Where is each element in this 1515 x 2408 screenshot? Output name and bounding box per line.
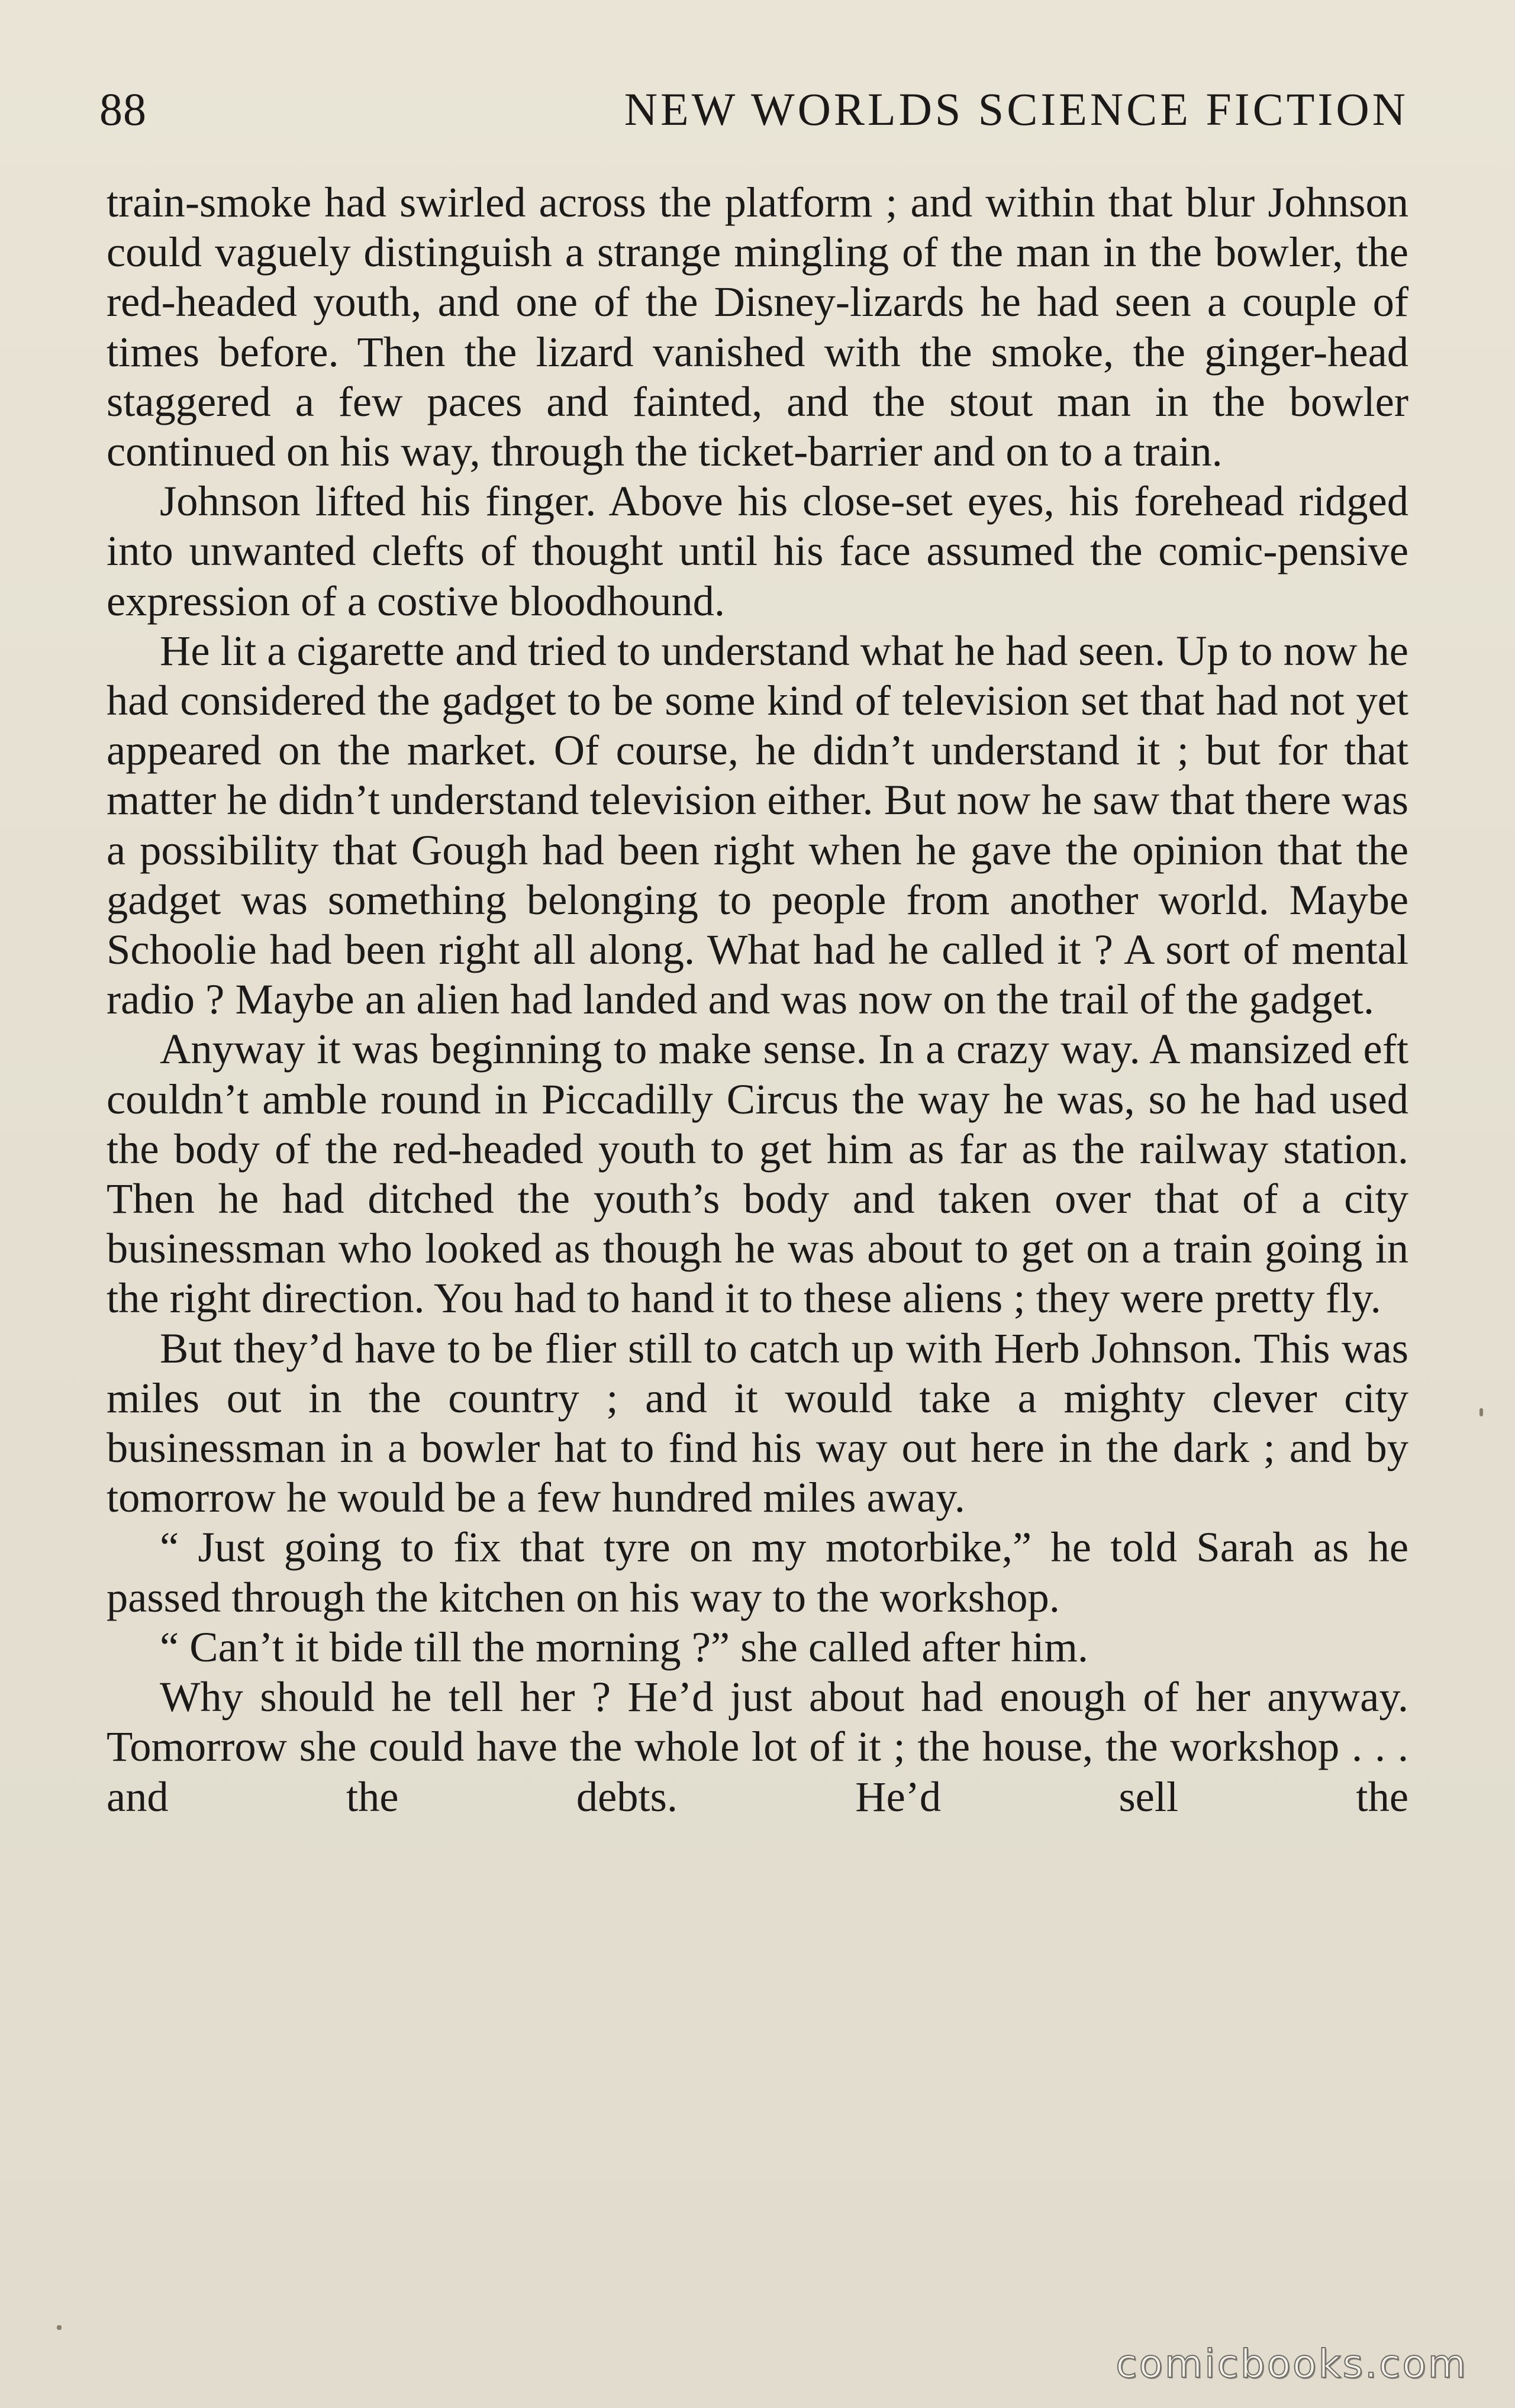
paragraph: train-smoke had swirled across the platform ; and within that blur Johnson could vaguely distinguish a strange mingling of the man in the bowler, the red-headed youth, and one of the Disney-lizards he had seen a couple of times before. Then the lizard vanished with the smoke, the ginger-head staggered a few paces and fainted, and the stout man in the bowler continued on his way, through the ticket-barrier and on to a train.: [107, 178, 1408, 476]
paragraph: “ Just going to fix that tyre on my motorbike,” he told Sarah as he passed through the kitchen on his way to the workshop.: [107, 1523, 1408, 1621]
paper-speck: [57, 2325, 62, 2330]
page-number: 88: [99, 83, 147, 135]
paragraph: Johnson lifted his finger. Above his close-set eyes, his forehead ridged into unwanted clefts of thought until his face assumed the comic-pensive expression of a costive bloodhound.: [107, 477, 1408, 625]
paragraph: But they’d have to be flier still to catch up with Herb Johnson. This was miles out in the country ; and it would take a mighty clever city businessman in a bowler hat to find his way out here in the dark ; and by tomorrow he would be a few hundred miles away.: [107, 1324, 1408, 1522]
paragraph: He lit a cigarette and tried to understand what he had seen. Up to now he had considered the gadget to be some kind of television set that had not yet appeared on the market. Of course, he didn’t understand it ; but for that matter he didn’t understand television either. But now he saw that there was a possibility that Gough had been right when he gave the opinion that the gadget was something belonging to people from another world. Maybe Schoolie had been right all along. What had he called it ? A sort of mental radio ? Maybe an alien had landed and was now on the trail of the gadget.: [107, 626, 1408, 1024]
paragraph: Anyway it was beginning to make sense. In a crazy way. A mansized eft couldn’t amble round in Piccadilly Circus the way he was, so he had used the body of the red-headed youth to get him as far as the railway station. Then he had ditched the youth’s body and taken over that of a city businessman who looked as though he was about to get on a train going in the right direction. You had to hand it to these aliens ; they were pretty fly.: [107, 1025, 1408, 1322]
story-text: [107, 177, 1408, 1822]
running-head: NEW WORLDS SCIENCE FICTION: [624, 83, 1408, 135]
paragraph: Why should he tell her ? He’d just about had enough of her anyway. Tomorrow she could have the whole lot of it ; the house, the workshop . . . and the debts. He’d sell the: [107, 1673, 1408, 1820]
paper-speck: [1479, 1408, 1483, 1416]
paragraph: “ Can’t it bide till the morning ?” she called after him.: [160, 1622, 1089, 1671]
watermark: comicbooks.com: [1116, 2341, 1468, 2387]
page-header: [99, 83, 1408, 136]
